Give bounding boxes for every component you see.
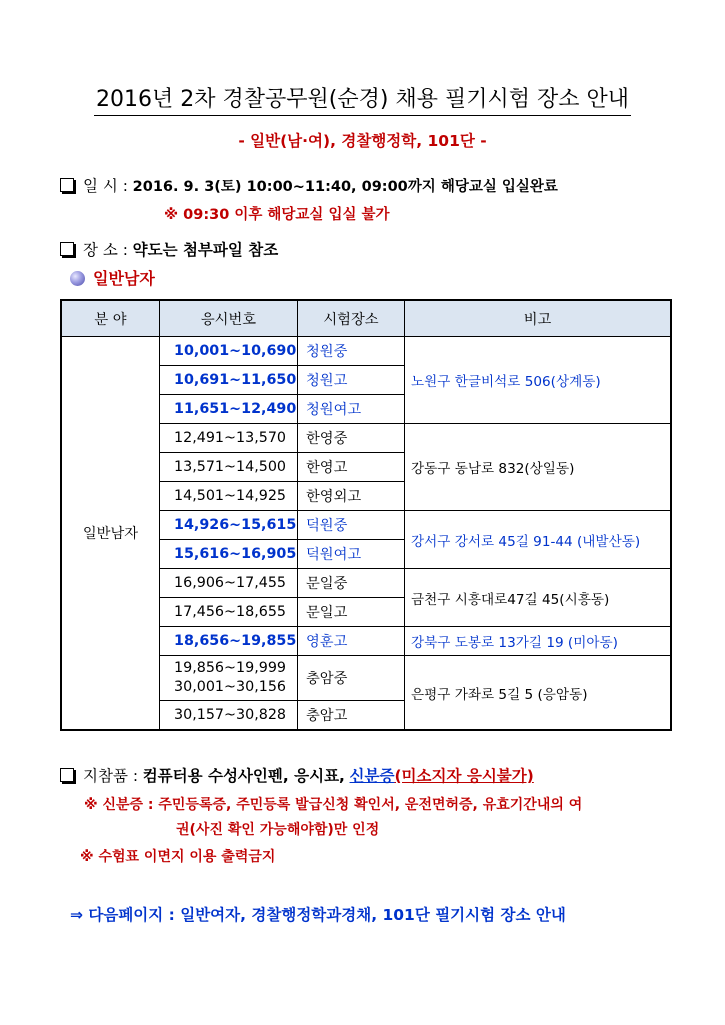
place-value: 약도는 첨부파일 참조 [132, 241, 279, 259]
address-cell: 강동구 동남로 832(상일동) [405, 424, 672, 511]
number-cell: 17,456~18,655 [160, 598, 298, 627]
ticket-note: ※ 수험표 이면지 이용 출력금지 [80, 849, 276, 865]
table-row [61, 337, 671, 366]
bullet-icon [70, 271, 85, 286]
address-cell: 은평구 가좌로 5길 5 (응암동) [405, 656, 672, 731]
number-cell: 15,616~16,905 [160, 540, 298, 569]
items-label: 지참품 : [83, 767, 139, 785]
items-row [60, 764, 534, 786]
school-cell: 영훈고 [298, 627, 405, 656]
school-cell: 청원중 [298, 337, 405, 366]
school-cell: 청원고 [298, 366, 405, 395]
number-cell: 11,651~12,490 [160, 395, 298, 424]
table-header [61, 300, 671, 337]
header-location: 시험장소 [298, 300, 405, 337]
section-label: 일반남자 [70, 266, 155, 289]
checkbox-icon [60, 768, 74, 782]
address-cell: 노원구 한글비석로 506(상계동) [405, 337, 672, 424]
school-cell: 덕원여고 [298, 540, 405, 569]
school-cell: 충암고 [298, 701, 405, 731]
number-cell: 13,571~14,500 [160, 453, 298, 482]
number-cell: 16,906~17,455 [160, 569, 298, 598]
number-cell: 14,501~14,925 [160, 482, 298, 511]
page-title: 2016년 2차 경찰공무원(순경) 채용 필기시험 장소 안내 [0, 86, 725, 114]
school-cell: 문일고 [298, 598, 405, 627]
school-cell: 한영중 [298, 424, 405, 453]
date-row [60, 174, 558, 196]
header-note: 비고 [405, 300, 672, 337]
number-cell: 10,691~11,650 [160, 366, 298, 395]
school-cell: 충암중 [298, 656, 405, 701]
header-field: 분 야 [61, 300, 160, 337]
date-label: 일 시 : [83, 177, 129, 195]
checkbox-icon [60, 242, 74, 256]
category-cell: 일반남자 [61, 337, 160, 731]
school-cell: 청원여고 [298, 395, 405, 424]
header-number: 응시번호 [160, 300, 298, 337]
page-subtitle: - 일반(남·여), 경찰행정학, 101단 - [238, 132, 487, 150]
address-cell: 강북구 도봉로 13가길 19 (미아동) [405, 627, 672, 656]
id-card-note-line2: 권(사진 확인 가능해야함)만 인정 [176, 822, 380, 838]
number-cell: 18,656~19,855 [160, 627, 298, 656]
place-row [60, 238, 278, 260]
items-value: 컴퓨터용 수성사인펜, 응시표, [142, 767, 345, 785]
address-cell: 금천구 시흥대로47길 45(시흥동) [405, 569, 672, 627]
school-cell: 문일중 [298, 569, 405, 598]
number-range-2: 30,001~30,156 [174, 679, 287, 695]
id-card-note: (미소지자 응시불가) [394, 767, 534, 785]
number-cell: 14,926~15,615 [160, 511, 298, 540]
school-cell: 덕원중 [298, 511, 405, 540]
date-value: 2016. 9. 3(토) 10:00~11:40, 09:00까지 해당교실 입실완료 [132, 179, 558, 195]
number-cell: 10,001~10,690 [160, 337, 298, 366]
number-cell [160, 656, 298, 701]
school-cell: 한영고 [298, 453, 405, 482]
exam-location-table [60, 299, 672, 731]
next-page-notice: ⇒ 다음페이지 : 일반여자, 경찰행정학과경채, 101단 필기시험 장소 안내 [70, 906, 566, 924]
id-card-note-line1: ※ 신분증 : 주민등록증, 주민등록 발급신청 확인서, 운전면허증, 유효기간내의 여 [84, 797, 583, 813]
number-cell: 12,491~13,570 [160, 424, 298, 453]
address-cell: 강서구 강서로 45길 91-44 (내발산동) [405, 511, 672, 569]
number-range-1: 19,856~19,999 [174, 660, 287, 676]
id-card-text: 신분증 [349, 767, 395, 785]
date-note: ※ 09:30 이후 해당교실 입실 불가 [164, 207, 390, 223]
checkbox-icon [60, 178, 74, 192]
number-cell: 30,157~30,828 [160, 701, 298, 731]
school-cell: 한영외고 [298, 482, 405, 511]
place-label: 장 소 : [83, 241, 129, 259]
